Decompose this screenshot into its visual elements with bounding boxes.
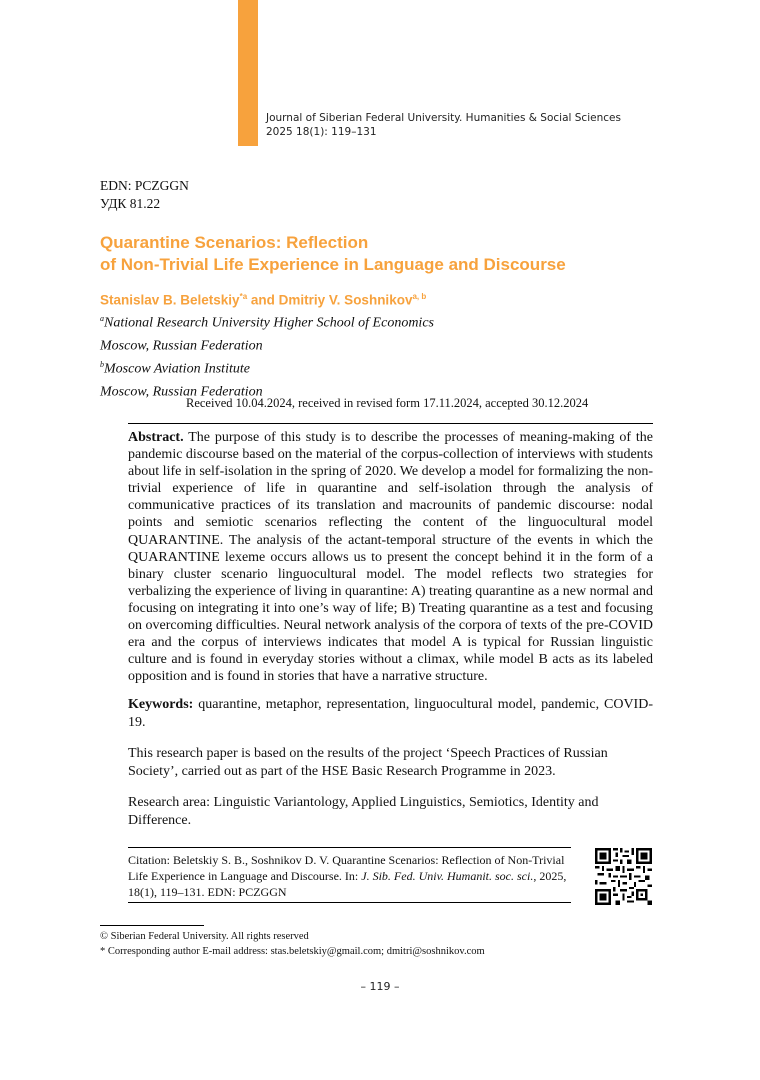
article-identifiers [100,177,189,213]
citation-journal: J. Sib. Fed. Univ. Humanit. soc. sci. [361,869,534,883]
udk-code: УДК 81.22 [100,196,161,211]
copyright-note: © Siberian Federal University. All rights reserved [100,931,309,942]
citation-text: Citation: Beletskiy S. B., Soshnikov D. V. Quarantine Scenarios: Reflection of Non-Trivial Life Experience in Language and Discourse. In: [128,853,565,883]
abstract [128,429,653,685]
author-1: Stanislav B. Beletskiy [100,292,240,308]
affiliation-marker: a [100,314,104,323]
citation-details: , 2025, 18(1), 119–131. EDN: PCZGGN [128,869,567,899]
title-line-1: Quarantine Scenarios: Reflection [100,233,369,252]
abstract-divider [128,423,653,424]
corresponding-author-note: * Corresponding author E-mail address: stas.beletskiy@gmail.com; dmitri@soshnikov.com [100,946,485,957]
author-conjunction: and [247,292,279,308]
affiliation-text: Moscow, Russian Federation [100,338,263,354]
affiliation-line [100,333,434,356]
qr-code-icon[interactable] [595,848,652,905]
journal-accent-bar [238,0,258,146]
affiliation-text: Moscow, Russian Federation [100,384,263,400]
research-area: Research area: Linguistic Variantology, Applied Linguistics, Semiotics, Identity and Difference. [128,795,599,828]
footnote-rule [100,925,204,926]
journal-header [266,111,621,139]
citation [128,852,573,900]
author-2: Dmitriy V. Soshnikov [278,292,413,308]
edn-code: EDN: PCZGGN [100,178,189,193]
affiliations [100,310,434,402]
title-line-2: of Non-Trivial Life Experience in Language and Discourse [100,255,566,274]
keywords-text: quarantine, metaphor, representation, linguocultural model, pandemic, COVID-19. [128,697,653,730]
keywords-label: Keywords: [128,697,194,712]
journal-name: Journal of Siberian Federal University. Humanities & Social Sciences [266,112,621,124]
received-dates: Received 10.04.2024, received in revised form 17.11.2024, accepted 30.12.2024 [186,396,589,410]
journal-issue: 2025 18(1): 119–131 [266,126,377,138]
article-title [100,232,566,276]
affiliation-text: National Research University Higher School of Economics [104,315,434,331]
keywords [128,696,653,732]
abstract-text: The purpose of this study is to describe the processes of meaning-making of the pandemic discourse based on the material of the corpus-collection of interviews with students about life in self-isolation in the spring of 2020. We develop a model for formalizing the non-trivial experience of life in quarantine and self-isolation through the analysis of communicative practices of its translation and macrounits of pandemic discourse: nodal points and semiotic scenarios reflecting the content of the linguocultural model QUARANTINE. The analysis of the actant-temporal structure of the events in which the QUARANTINE lexeme occurs allows us to present the concept behind it in the form of a binary cluster scenario linguocultural model. The model reflects two strategies for verbalizing the experience of living in quarantine: A) treating quarantine as a new normal and focusing on integrating it into one’s way of life; B) Treating quarantine as a test and focusing on overcoming difficulties. Neural network analysis of the corpora of texts of the pre-COVID era and the corpus of interviews indicates that model A is typical for Russian linguistic culture and is found in everyday stories without a climax, while model B acts as its labeled opposition and is found in stories that have a narrative structure. [128,430,653,685]
page-number: – 119 – [360,980,400,993]
footnotes [100,929,485,959]
funding-note: This research paper is based on the results of the project ‘Speech Practices of Russian Society’, carried out as part of the HSE Basic Research Programme in 2023. [128,746,608,779]
author-list [100,292,426,308]
abstract-label: Abstract. [128,430,184,445]
citation-rule-bottom [128,902,571,903]
affiliation-line [100,356,434,379]
affiliation-text: Moscow Aviation Institute [104,361,250,377]
author-2-superscript: a, b [412,292,427,301]
affiliation-marker: b [100,359,104,369]
author-1-superscript: *a [239,292,248,301]
affiliation-line [100,310,434,333]
citation-rule-top [128,847,571,848]
